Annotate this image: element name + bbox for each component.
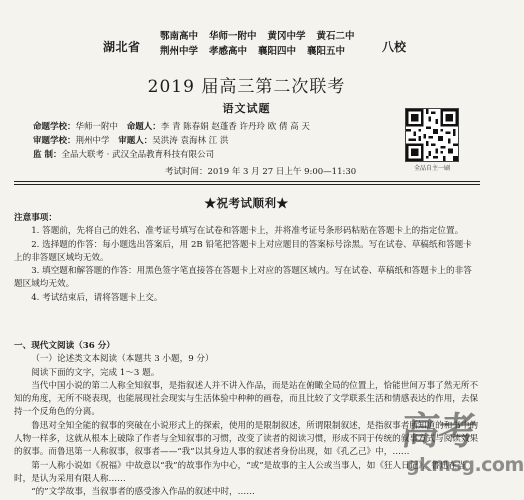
watermark-url: gkmsg.com bbox=[406, 454, 524, 476]
notes-heading: 注意事项： bbox=[14, 213, 57, 223]
reviewer-school: 荆州中学 bbox=[75, 136, 110, 146]
school-list bbox=[160, 29, 355, 59]
setter-school: 华师一附中 bbox=[75, 122, 119, 132]
exam-title: 2019 届高三第二次联考 bbox=[147, 77, 346, 97]
supervision: 全品大联考 · 武汉全品教育科技有限公司 bbox=[61, 150, 215, 160]
supervision-label: 监 制： bbox=[33, 150, 62, 160]
school-name: 鄂南高中 bbox=[160, 31, 199, 42]
divider-top bbox=[14, 181, 480, 182]
reviewer-line bbox=[33, 134, 234, 146]
school-name: 黄石二中 bbox=[316, 31, 355, 42]
school-row-2 bbox=[160, 44, 355, 59]
reviewer-school-label: 审题学校： bbox=[33, 136, 76, 146]
reviewers: 吴洪涛 袁海林 江 洪 bbox=[152, 136, 229, 146]
school-name: 荆州中学 bbox=[160, 46, 199, 57]
note-item: 4. 考试结束后，请将答题卡上交。 bbox=[31, 292, 163, 303]
school-name: 襄阳五中 bbox=[307, 46, 346, 57]
passage-paragraph: 当代中国小说的第二人称全知叙事，是指叙述人并不讲入作品，而是站在俯瞰全局的位置上，恰能世间万事了然无所不知的角度，无所不晓表现，也能展现社会现实与生活体验中种种的画卷，而且比较了文学联系生活和情感表达的作用，去保持一个反角色的分离。 bbox=[14, 380, 479, 418]
qr-code bbox=[405, 108, 459, 162]
setter-line bbox=[33, 120, 316, 132]
good-luck-banner: ★祝考试顺利★ bbox=[204, 196, 289, 210]
site-watermark bbox=[372, 400, 524, 496]
section-heading: 一、现代文阅读（36 分） bbox=[14, 341, 115, 351]
school-name: 孝感高中 bbox=[209, 46, 248, 57]
subject-title: 语文试题 bbox=[222, 102, 271, 115]
school-row-1 bbox=[160, 29, 355, 44]
eight-schools-label: 八校 bbox=[382, 40, 407, 54]
passage-paragraph: 鲁迅对全知全能的叙事的突破在小说形式上的探索，使用的是限制叙述，所谓限制叙述，是指叙事者所知道的和书中的人物一样多，这就从根本上破除了作者与全知叙事的习惯，改变了读者的阅读习惯，形成不同于传统的叙事方式与阅读效果的叙事。而鲁迅第一人称叙事，叙事者——“我”以其身边人事的叙述者身份出现，如《孔乙己》中，…… bbox=[14, 420, 479, 458]
setters-label: 命题人： bbox=[126, 122, 161, 132]
note-item: 1. 答题前，先将自己的姓名、准考证号填写在试卷和答题卡上，并将准考证号条形码粘贴在答题卡上的指定位置。 bbox=[31, 226, 464, 237]
section-subheading: （一）论述类文本阅读（本题共 3 小题，9 分） bbox=[31, 354, 214, 365]
school-name: 襄阳四中 bbox=[258, 46, 297, 57]
note-item: 3. 填空题和解答题的作答：用黑色签字笔直接答在答题卡上对应的答题区域内。写在试卷、草稿纸和答题卡上的非答题区域均无效。 bbox=[14, 266, 472, 290]
exam-time: 考试时间：2019 年 3 月 27 日上午 9:00—11:30 bbox=[165, 167, 357, 177]
notes-section bbox=[14, 212, 480, 305]
school-name: 华师一附中 bbox=[209, 31, 257, 42]
school-name: 黄冈中学 bbox=[267, 31, 306, 42]
reviewers-label: 审题人： bbox=[118, 136, 153, 146]
qr-caption: 全品自主一刷 bbox=[413, 165, 450, 172]
section-instruction: 阅读下面的文字，完成 1～3 题。 bbox=[31, 367, 160, 378]
passage-paragraph: 第一人称小说如《祝福》中故意以“我”的故事作为中心，“或”是故事的主人公或当事人，如《狂人日记》。鲁迅在当时，是认为采用有限人称…… bbox=[14, 460, 466, 484]
setters: 李 青 陈春娟 赵蓬香 许丹玲 欧 倩 高 天 bbox=[160, 122, 310, 132]
province: 湖北省 bbox=[103, 40, 141, 54]
divider-top-2 bbox=[14, 184, 480, 185]
supervision-line bbox=[33, 148, 220, 160]
passage-paragraph: “的”文学故事，当叙事者的感受渗入作品的叙述中时，…… bbox=[31, 487, 255, 498]
watermark-logo: 高考 bbox=[399, 409, 478, 453]
note-item: 2. 选择题的作答：每小题选出答案后，用 2B 铅笔把答题卡上对应题目的答案标号涂黑。写在试卷、草稿纸和答题卡上的非答题区域均无效。 bbox=[14, 239, 472, 263]
setter-school-label: 命题学校： bbox=[33, 122, 76, 132]
